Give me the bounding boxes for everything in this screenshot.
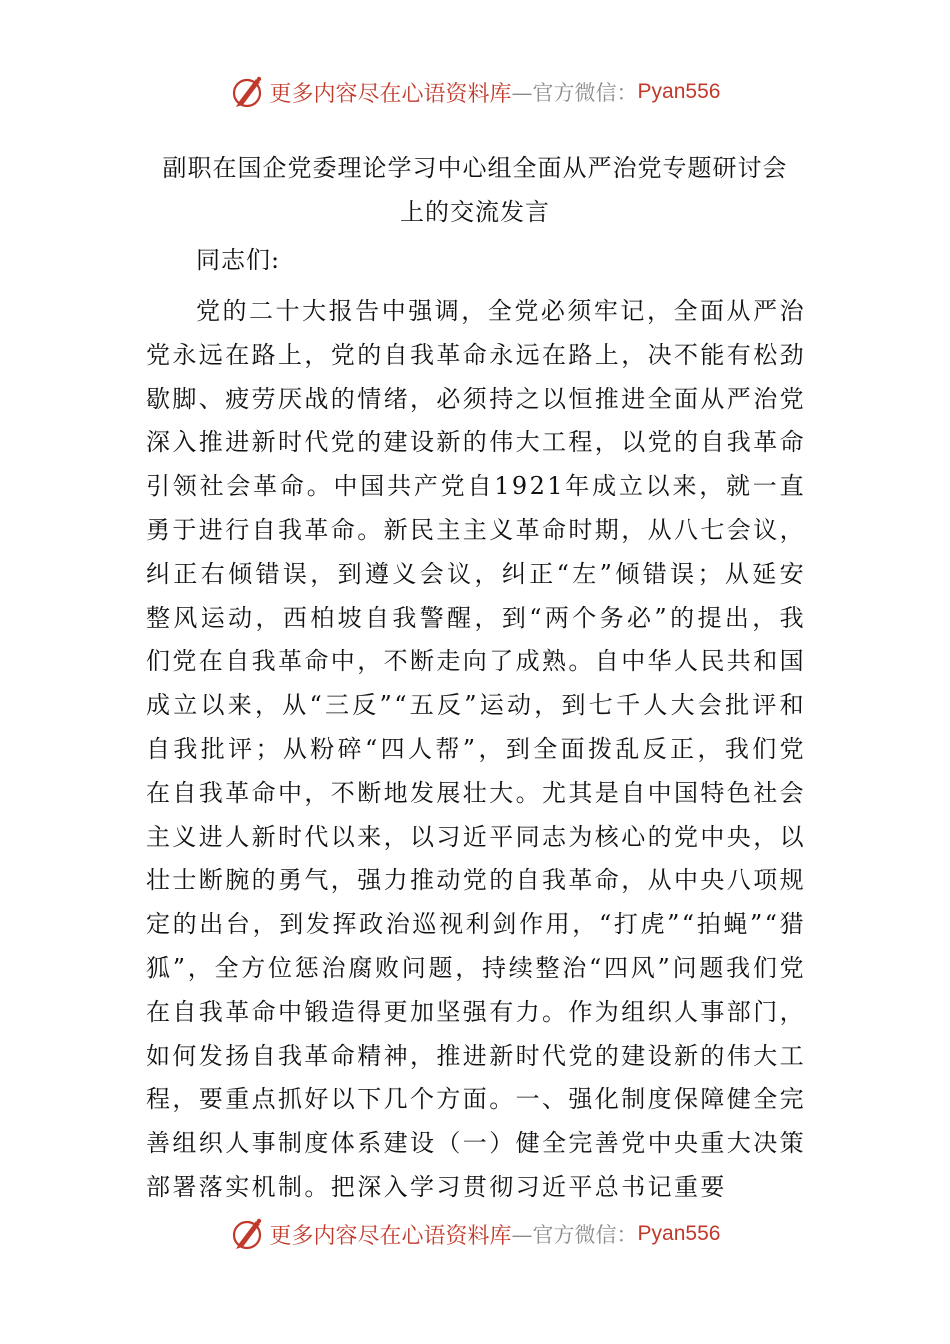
title-line-1: 副职在国企党委理论学习中心组全面从严治党专题研讨会 — [162, 154, 788, 182]
wechat-id: Pyan556 — [637, 1222, 721, 1245]
banner-separator: —官方微信： — [511, 1223, 638, 1247]
wechat-id: Pyan556 — [637, 80, 721, 103]
document-title — [130, 146, 820, 234]
title-line-2: 上的交流发言 — [400, 198, 550, 226]
banner-separator: —官方微信： — [511, 81, 638, 105]
banner-text: 更多内容尽在心语资料库 — [269, 1223, 512, 1249]
pen-circle-logo-icon — [230, 1215, 268, 1253]
greeting: 同志们: — [196, 246, 281, 274]
header-banner — [0, 72, 950, 112]
footer-banner — [0, 1214, 950, 1254]
banner-text: 更多内容尽在心语资料库 — [269, 81, 512, 107]
body-paragraph: 党的二十大报告中强调，全党必须牢记，全面从严治党永远在路上，党的自我革命永远在路上，决不能有松劲歇脚、疲劳厌战的情绪，必须持之以恒推进全面从严治党深入推进新时代党的建设新的伟大工程，以党的自我革命引领社会革命。中国共产党自1921年成立以来，就一直勇于进行自我革命。新民主主义革命时期，从八七会议，纠正右倾错误，到遵义会议，纠正“左”倾错误；从延安整风运动，西柏坡自我警醒，到“两个务必”的提出，我们党在自我革命中，不断走向了成熟。自中华人民共和国成立以来，从“三反”“五反”运动，到七千人大会批评和自我批评；从粉碎“四人帮”，到全面拨乱反正，我们党在自我革命中，不断地发展壮大。尤其是自中国特色社会主义进人新时代以来，以习近平同志为核心的党中央，以壮士断腕的勇气，强力推动党的自我革命，从中央八项规定的出台，到发挥政治巡视利剑作用，“打虎”“拍蝇”“猎狐”，全方位惩治腐败问题，持续整治“四风”问题我们党在自我革命中锻造得更加坚强有力。作为组织人事部门，如何发扬自我革命精神，推进新时代党的建设新的伟大工程，要重点抓好以下几个方面。一、强化制度保障健全完善组织人事制度体系建设（一）健全完善党中央重大决策部署落实机制。把深入学习贯彻习近平总书记重要 — [146, 297, 806, 1201]
pen-circle-logo-icon — [230, 73, 268, 111]
